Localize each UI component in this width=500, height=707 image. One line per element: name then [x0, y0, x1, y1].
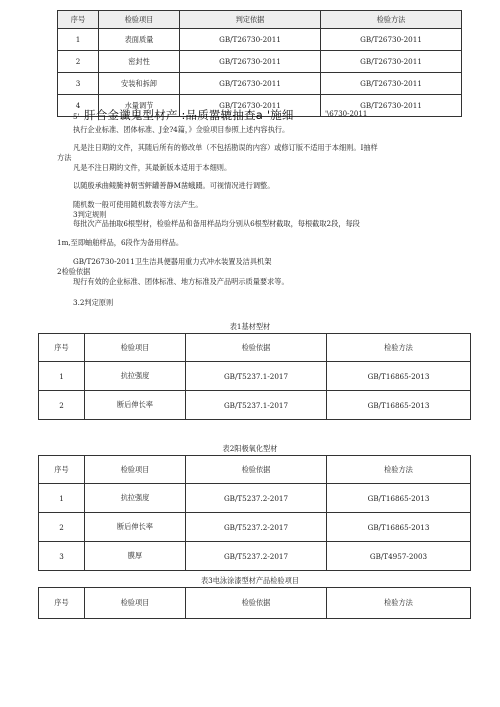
table-cell: 膜厚: [85, 542, 186, 571]
table-row: [39, 362, 471, 391]
table-cell: 抗拉强度: [85, 484, 186, 513]
table-cell: 断后伸长率: [85, 513, 186, 542]
table-anodized-profile: [38, 455, 471, 571]
header-cell: 检验项目: [99, 11, 180, 29]
table-cell: 3: [39, 542, 85, 571]
table-cell: GB/T26730-2011: [321, 29, 462, 51]
table-cell: 1: [39, 484, 85, 513]
table-row: [58, 29, 462, 51]
table-header-row: [58, 11, 462, 29]
header-cell: 检验项目: [85, 334, 186, 362]
table-cell: GB/T5237.2-2017: [186, 484, 327, 513]
header-cell: 检验依据: [186, 334, 327, 362]
paragraph: 每批次产品抽取6根型材，检验样品和备用样品均分别从6根型材截取，每根截取2段，每段: [73, 219, 360, 228]
table-cell: 1: [58, 29, 99, 51]
top-inspection-table: [57, 10, 462, 117]
header-cell: 检验依据: [186, 456, 327, 484]
table-cell: 2: [58, 51, 99, 73]
overlay-row-number: 5': [73, 112, 80, 121]
table-cell: 表面质量: [99, 29, 180, 51]
section-heading: 3.2判定原则: [73, 298, 114, 307]
section-heading: 2检验依据: [57, 267, 91, 276]
table-row: [39, 513, 471, 542]
table-cell: GB/T5237.2-2017: [186, 513, 327, 542]
table-cell: GB/T5237.1-2017: [186, 391, 327, 420]
header-cell: 序号: [39, 588, 85, 619]
table-cell: GB/T26730-2011: [180, 29, 321, 51]
paragraph: 凡是不注日期的文件，其最新版本适用于本细则。: [73, 163, 232, 172]
header-cell: 检验方法: [327, 588, 471, 619]
table-cell: GB/T16865-2013: [327, 484, 471, 513]
table-row: [58, 73, 462, 95]
overlay-heading: 肝合金谶鬼型材产 :品质嚣辘抽查a '施细: [84, 108, 294, 122]
table-cell: GB/T26730-2011: [180, 51, 321, 73]
table-cell: GB/T16865-2013: [327, 362, 471, 391]
table-cell: GB/T16865-2013: [327, 391, 471, 420]
header-cell: 检验方法: [327, 456, 471, 484]
table-cell: 4: [58, 95, 99, 117]
table-cell: 密封性: [99, 51, 180, 73]
table-row: [39, 542, 471, 571]
table-base-profile: [38, 333, 471, 420]
table-cell: 2: [39, 513, 85, 542]
table-row: [39, 391, 471, 420]
header-cell: 检验方法: [327, 334, 471, 362]
table-caption: 表2阳极氧化型材: [222, 444, 278, 453]
paragraph: 随机数一般可使用随机数表等方法产生。: [73, 200, 203, 209]
header-cell: 检验项目: [85, 456, 186, 484]
table-row: [39, 484, 471, 513]
table-header-row: [39, 588, 471, 619]
paragraph: 以随殷承曲鲮腌神朝雪鲆罐善静M凿蛾蹑。可视情况进行调整。: [73, 181, 275, 190]
paragraph: 方法: [57, 153, 72, 162]
table-cell: 3: [58, 73, 99, 95]
section-heading: 3判定规则: [73, 210, 107, 219]
table-cell: GB/T5237.1-2017: [186, 362, 327, 391]
header-cell: 判定依据: [180, 11, 321, 29]
table-caption: 表1基材型材: [229, 322, 271, 331]
table-cell: GB/T26730-2011: [321, 51, 462, 73]
table-header-row: [39, 334, 471, 362]
header-cell: 序号: [39, 456, 85, 484]
paragraph: 执行企业标准、团体标准、J金?4篇，》佥验项目参照上述内容执行。: [73, 125, 290, 134]
table-row: [58, 51, 462, 73]
table-cell: GB/T26730-2011: [180, 73, 321, 95]
table-cell: 水量调节: [99, 95, 180, 117]
header-cell: 检验项目: [85, 588, 186, 619]
table-cell: 1: [39, 362, 85, 391]
table-cell: GB/T26730-2011: [180, 95, 321, 117]
paragraph: 现行有效的企业标准、团体标准、地方标准及产品明示质量要求等。: [73, 277, 289, 286]
header-cell: 序号: [39, 334, 85, 362]
paragraph: 1m,至即蚰舶样品，6段作为备用样品。: [57, 238, 184, 247]
paragraph: GB/T26730-2011卫生洁具便器用重力式冲水装置及洁具机架: [73, 257, 272, 266]
table-cell: GB/T16865-2013: [327, 513, 471, 542]
paragraph: 凡是注日期的文件，其随后所有的修改单（不包括勘误的内容）或修订版不适用于本细则。I抽样: [73, 143, 378, 152]
header-cell: 检验依据: [186, 588, 327, 619]
table-cell: GB/T26730-2011: [321, 73, 462, 95]
table-header-row: [39, 456, 471, 484]
table-cell: 2: [39, 391, 85, 420]
table-cell: GB/T26730-2011: [321, 95, 462, 117]
table-electrophoretic-profile: [38, 587, 471, 619]
table-cell: GB/T5237.2-2017: [186, 542, 327, 571]
table-cell: 安装和拆卸: [99, 73, 180, 95]
table-caption: 表3电泳涂漆型材产品检验项目: [200, 576, 299, 585]
header-cell: 序号: [58, 11, 99, 29]
table-cell: GB/T4957-2003: [327, 542, 471, 571]
overlay-tail: '\6730-2011: [325, 110, 368, 118]
header-cell: 检验方法: [321, 11, 462, 29]
table-cell: 断后伸长率: [85, 391, 186, 420]
table-cell: 抗拉强度: [85, 362, 186, 391]
